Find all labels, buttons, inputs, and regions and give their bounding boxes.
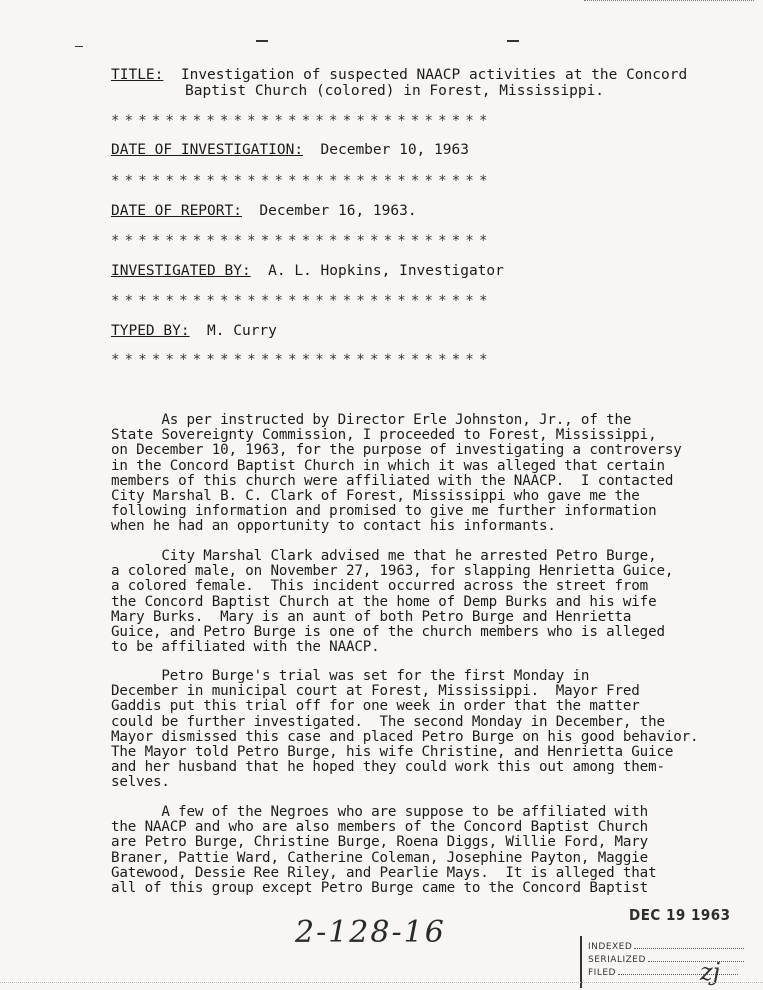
title-line-2: Baptist Church (colored) in Forest, Mississippi. [185, 83, 605, 99]
handwritten-initials: zj [700, 958, 721, 986]
body-paragraph-4: A few of the Negroes who are suppose to be affiliated with the NAACP and who are also members of the Concord Baptist Church are Petro Burge, Christine Burge, Roena Diggs, Willie Ford, Mary Braner, Pattie Ward, Catherine Coleman, Josephine Payton, Maggie Gatewood, Dessie Ree Riley, and Pearlie Mays. It is alleged that all of this group except Petro Burge came to the Concord Baptist [111, 804, 657, 897]
investigated-by [111, 263, 504, 279]
star-separator: **************************** [111, 113, 493, 129]
body-paragraph-2: City Marshal Clark advised me that he arrested Petro Burge, a colored male, on November 27, 1963, for slapping Henrietta Guice, a colored female. This incident occurred across the street from the Concord Baptist Church at the home of Demp Burks and his wife Mary Burks. Mary is an aunt of both Petro Burge and Henrietta Guice, and Petro Burge is one of the church members who is alleged to be affiliated with the NAACP. [111, 548, 674, 656]
title-line-1: Investigation of suspected NAACP activities at the Concord [180, 67, 688, 83]
date-of-report [111, 203, 417, 219]
date-investigation-label: DATE OF INVESTIGATION: [111, 142, 304, 158]
stamp-serialized-row [588, 955, 744, 965]
punch-mark-right [507, 40, 519, 42]
typed-by [111, 323, 277, 339]
body-paragraph-3: Petro Burge's trial was set for the first Monday in December in municipal court at Forest, Mississippi. Mayor Fred Gaddis put this trial off for one week in order that the matter could be further investigated. The second Monday in December, the Mayor dismissed this case and placed Petro Burge on his good behavior. The Mayor told Petro Burge, his wife Christine, and Henrietta Guice and her husband that he hoped they could work this out among them- selves. [111, 668, 699, 791]
bottom-dotted-border [0, 982, 763, 983]
stamp-serialized-label: SERIALIZED [588, 955, 646, 965]
star-separator: **************************** [111, 173, 493, 189]
stamp-indexed-row [588, 942, 744, 952]
star-separator: **************************** [111, 293, 493, 309]
body-paragraph-1: As per instructed by Director Erle Johnston, Jr., of the State Sovereignty Commission, I proceeded to Forest, Mississippi, on December 10, 1963, for the purpose of investigating a controversy in the Concord Baptist Church in which it was alleged that certain members of this church were affiliated with the NAACP. I contacted City Marshal B. C. Clark of Forest, Mississippi who gave me the following information and promised to give me further information when he had an opportunity to contact his informants. [111, 412, 682, 535]
punch-mark-left [256, 40, 268, 42]
margin-mark [75, 46, 83, 47]
typed-by-label: TYPED BY: [111, 323, 190, 339]
investigated-by-label: INVESTIGATED BY: [111, 263, 251, 279]
top-dotted-border [584, 0, 754, 1]
date-of-investigation [111, 142, 469, 158]
date-report-label: DATE OF REPORT: [111, 203, 242, 219]
investigated-by-value: A. L. Hopkins, Investigator [268, 263, 504, 279]
filing-stamp [580, 936, 760, 988]
stamp-indexed-label: INDEXED [588, 942, 633, 952]
typed-by-value: M. Curry [207, 323, 277, 339]
star-separator: **************************** [111, 233, 493, 249]
date-report-value: December 16, 1963. [259, 203, 417, 219]
date-investigation-value: December 10, 1963 [320, 142, 469, 158]
handwritten-file-number: 2-128-16 [295, 915, 446, 950]
stamp-filed-label: FILED [588, 968, 616, 978]
title-label: TITLE: [111, 67, 164, 83]
star-separator: **************************** [111, 352, 493, 368]
title-block [111, 67, 687, 83]
received-date-stamp: DEC 19 1963 [629, 906, 731, 924]
